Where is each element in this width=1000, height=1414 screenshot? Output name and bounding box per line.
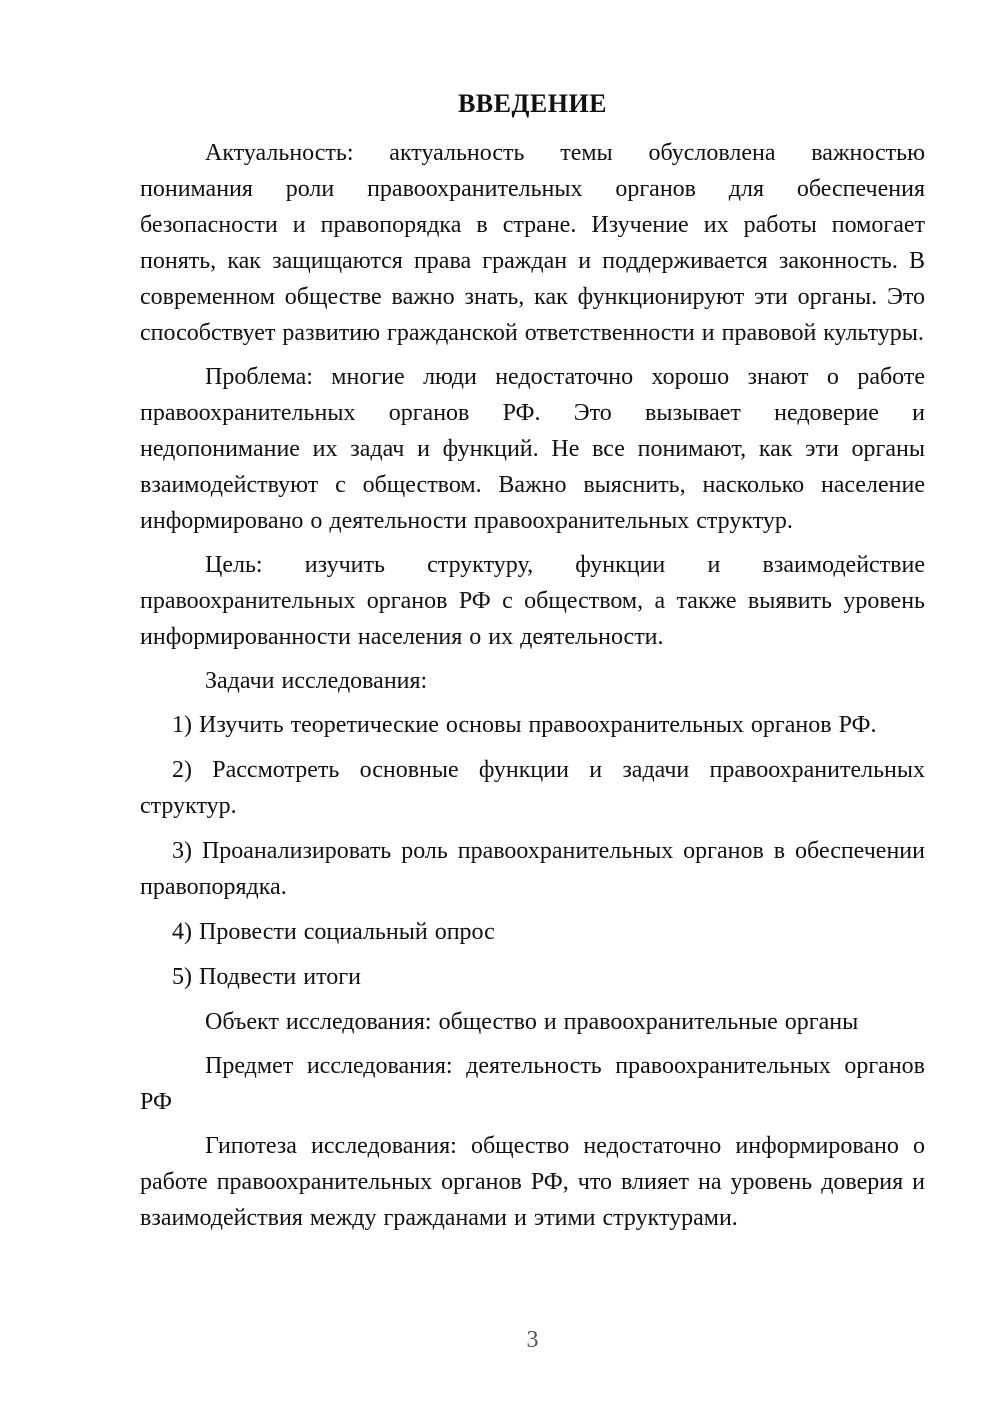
paragraph-tasks-heading: Задачи исследования: bbox=[205, 668, 428, 694]
paragraph-object: Объект исследования: общество и правоохранительные органы bbox=[205, 1009, 859, 1035]
paragraph-relevance: Актуальность: актуальность темы обусловлена важностью понимания роли правоохранительных органов для обеспечения безопасности и правопорядка в стране. Изучение их работы помогает понять, как защищаются права граждан и поддерживается законность. В современном обществе важно знать, как функционируют эти органы. Это способствует развитию гражданской ответственности и правовой культуры. bbox=[140, 140, 925, 346]
task-item-5: 5) Подвести итоги bbox=[172, 964, 361, 990]
paragraph-goal: Цель: изучить структуру, функции и взаимодействие правоохранительных органов РФ с обществом, а также выявить уровень информированности населения о их деятельности. bbox=[140, 552, 925, 650]
page-title: ВВЕДЕНИЕ bbox=[457, 89, 608, 118]
paragraph-hypothesis: Гипотеза исследования: общество недостаточно информировано о работе правоохранительных органов РФ, что влияет на уровень доверия и взаимодействия между гражданами и этими структурами. bbox=[140, 1133, 925, 1231]
paragraph-problem: Проблема: многие люди недостаточно хорошо знают о работе правоохранительных органов РФ. Это вызывает недоверие и недопонимание их задач и функций. Не все понимают, как эти органы взаимодействуют с обществом. Важно выяснить, насколько население информировано о деятельности правоохранительных структур. bbox=[140, 364, 925, 534]
paragraph-subject: Предмет исследования: деятельность правоохранительных органов РФ bbox=[140, 1053, 925, 1115]
task-item-3: 3) Проанализировать роль правоохранительных органов в обеспечении правопорядка. bbox=[140, 838, 925, 900]
task-item-4: 4) Провести социальный опрос bbox=[172, 919, 495, 945]
task-item-2: 2) Рассмотреть основные функции и задачи правоохранительных структур. bbox=[140, 757, 925, 819]
task-item-1: 1) Изучить теоретические основы правоохранительных органов РФ. bbox=[172, 712, 877, 738]
page-number: 3 bbox=[526, 1327, 539, 1353]
